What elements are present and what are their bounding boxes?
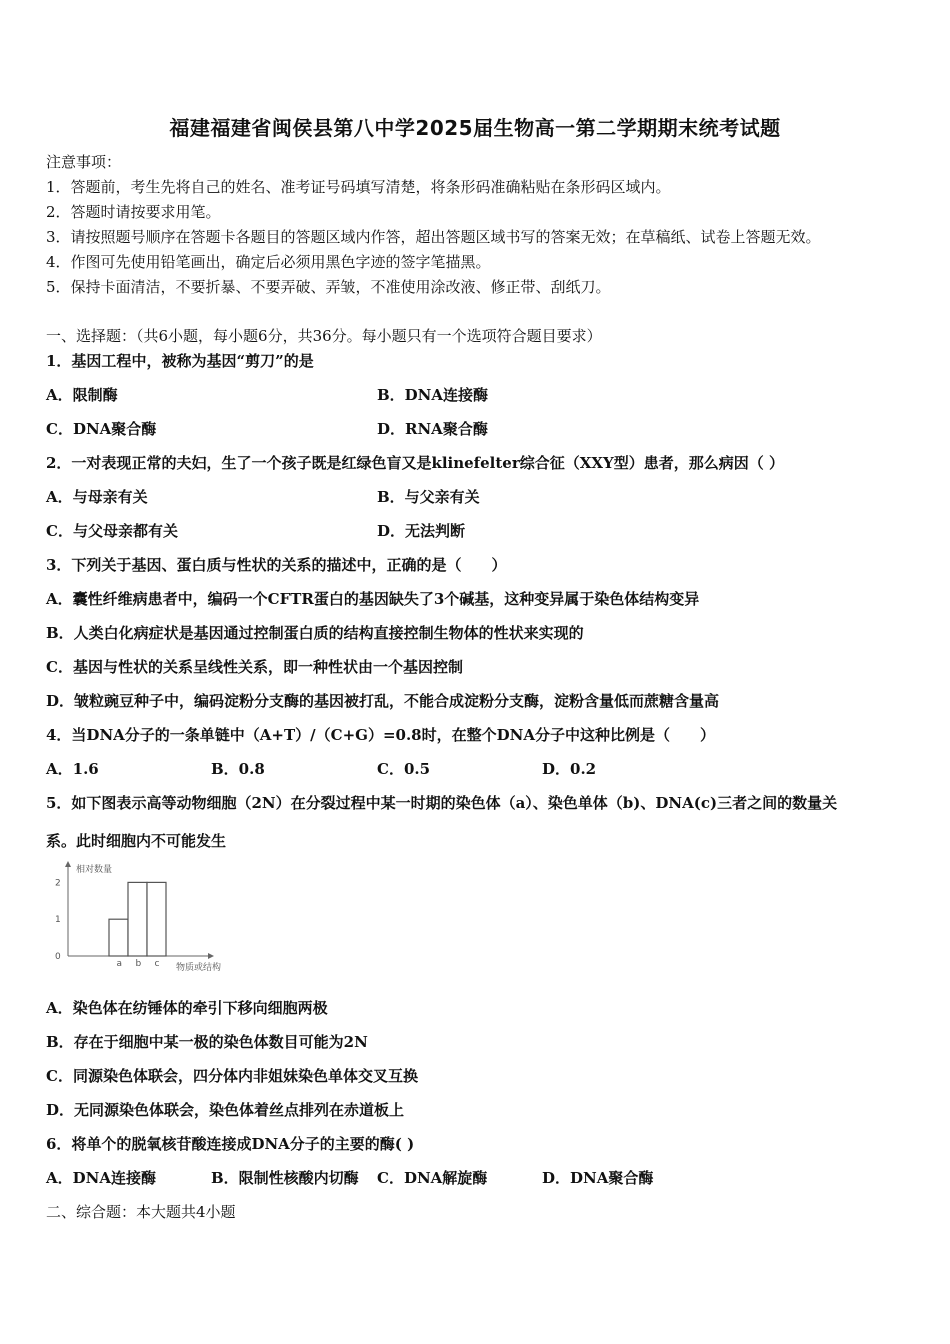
q4-option-c: C．0.5 bbox=[377, 760, 431, 778]
q6-option-c: C．DNA解旋酶 bbox=[377, 1169, 488, 1187]
q6-option-a: A．DNA连接酶 bbox=[46, 1169, 156, 1187]
q4-option-a: A．1.6 bbox=[46, 760, 99, 778]
q2-stem: 2．一对表现正常的夫妇，生了一个孩子既是红绿色盲又是klinefelter综合征（XXY型）患者，那么病因（ ） bbox=[46, 454, 784, 472]
chart-category-label-b: b bbox=[135, 959, 142, 969]
chart-xlabel: 物质或结构 bbox=[176, 963, 222, 973]
q4-stem: 4．当DNA分子的一条单链中（A+T）/（C+G）=0.8时，在整个DNA分子中这种比例是（ ） bbox=[46, 726, 715, 744]
q5-option-b: B．存在于细胞中某一极的染色体数目可能为2N bbox=[46, 1033, 368, 1051]
notice-item-2: 2．答题时请按要求用笔。 bbox=[46, 203, 221, 221]
chart-y-axis-arrow bbox=[65, 861, 71, 867]
chart-ylabel: 相对数量 bbox=[76, 865, 113, 875]
notice-item-3: 3．请按照题号顺序在答题卡各题目的答题区域内作答，超出答题区域书写的答案无效；在草稿纸、试卷上答题无效。 bbox=[46, 228, 821, 246]
q5-option-a: A．染色体在纺锤体的牵引下移向细胞两极 bbox=[46, 999, 328, 1017]
chart-bar-b bbox=[128, 882, 147, 956]
chart-ytick-label: 0 bbox=[55, 952, 61, 962]
notice-item-1: 1．答题前，考生先将自己的姓名、准考证号码填写清楚，将条形码准确粘贴在条形码区域内。 bbox=[46, 178, 671, 196]
notice-item-4: 4．作图可先使用铅笔画出，确定后必须用黑色字迹的签字笔描黑。 bbox=[46, 253, 491, 271]
q3-option-c: C．基因与性状的关系呈线性关系，即一种性状由一个基因控制 bbox=[46, 658, 463, 676]
q5-option-d: D．无同源染色体联会，染色体着丝点排列在赤道板上 bbox=[46, 1101, 405, 1119]
chart-bar-a bbox=[109, 919, 128, 956]
section2-heading: 二、综合题：本大题共4小题 bbox=[46, 1203, 236, 1221]
q3-option-b: B．人类白化病症状是基因通过控制蛋白质的结构直接控制生物体的性状来实现的 bbox=[46, 624, 584, 642]
chart-category-label-c: c bbox=[154, 959, 160, 969]
q1-option-c: C．DNA聚合酶 bbox=[46, 420, 157, 438]
q2-option-a: A．与母亲有关 bbox=[46, 488, 148, 506]
chart-ytick-label: 1 bbox=[55, 915, 61, 926]
q3-option-a: A．囊性纤维病患者中，编码一个CFTR蛋白的基因缺失了3个碱基，这种变异属于染色体结构变异 bbox=[46, 590, 700, 608]
chart-category-label-a: a bbox=[116, 959, 123, 969]
q5-bar-chart bbox=[46, 858, 246, 978]
q1-option-a: A．限制酶 bbox=[46, 386, 118, 404]
q2-option-d: D．无法判断 bbox=[377, 522, 466, 540]
notice-heading: 注意事项： bbox=[46, 153, 122, 171]
q3-stem: 3．下列关于基因、蛋白质与性状的关系的描述中，正确的是（ ） bbox=[46, 556, 507, 574]
q4-option-d: D．0.2 bbox=[542, 760, 597, 778]
q6-stem: 6．将单个的脱氧核苷酸连接成DNA分子的主要的酶( ) bbox=[46, 1135, 415, 1153]
q1-option-b: B．DNA连接酶 bbox=[377, 386, 489, 404]
page-title: 福建福建省闽侯县第八中学2025届生物高一第二学期期末统考试题 bbox=[169, 116, 781, 140]
q6-option-b: B．限制性核酸内切酶 bbox=[211, 1169, 359, 1187]
chart-bar-c bbox=[147, 882, 166, 956]
q1-option-d: D．RNA聚合酶 bbox=[377, 420, 488, 438]
chart-x-axis-arrow bbox=[208, 953, 214, 959]
q4-option-b: B．0.8 bbox=[211, 760, 265, 778]
q6-option-d: D．DNA聚合酶 bbox=[542, 1169, 654, 1187]
q5-option-c: C．同源染色体联会，四分体内非姐妹染色单体交叉互换 bbox=[46, 1067, 418, 1085]
q2-option-c: C．与父母亲都有关 bbox=[46, 522, 178, 540]
q2-option-b: B．与父亲有关 bbox=[377, 488, 480, 506]
q5-stem-line2: 系。此时细胞内不可能发生 bbox=[46, 832, 227, 850]
q5-stem-line1: 5．如下图表示高等动物细胞（2N）在分裂过程中某一时期的染色体（a）、染色单体（b)、DNA(c)三者之间的数量关 bbox=[46, 794, 838, 812]
q1-stem: 1．基因工程中，被称为基因“剪刀”的是 bbox=[46, 352, 314, 370]
notice-item-5: 5．保持卡面清洁，不要折暴、不要弄破、弄皱，不准使用涂改液、修正带、刮纸刀。 bbox=[46, 278, 611, 296]
q3-option-d: D．皱粒豌豆种子中，编码淀粉分支酶的基因被打乱，不能合成淀粉分支酶，淀粉含量低而蔗糖含量高 bbox=[46, 692, 720, 710]
section1-heading: 一、选择题：（共6小题，每小题6分，共36分。每小题只有一个选项符合题目要求） bbox=[46, 327, 602, 345]
chart-ytick-label: 2 bbox=[55, 878, 61, 889]
